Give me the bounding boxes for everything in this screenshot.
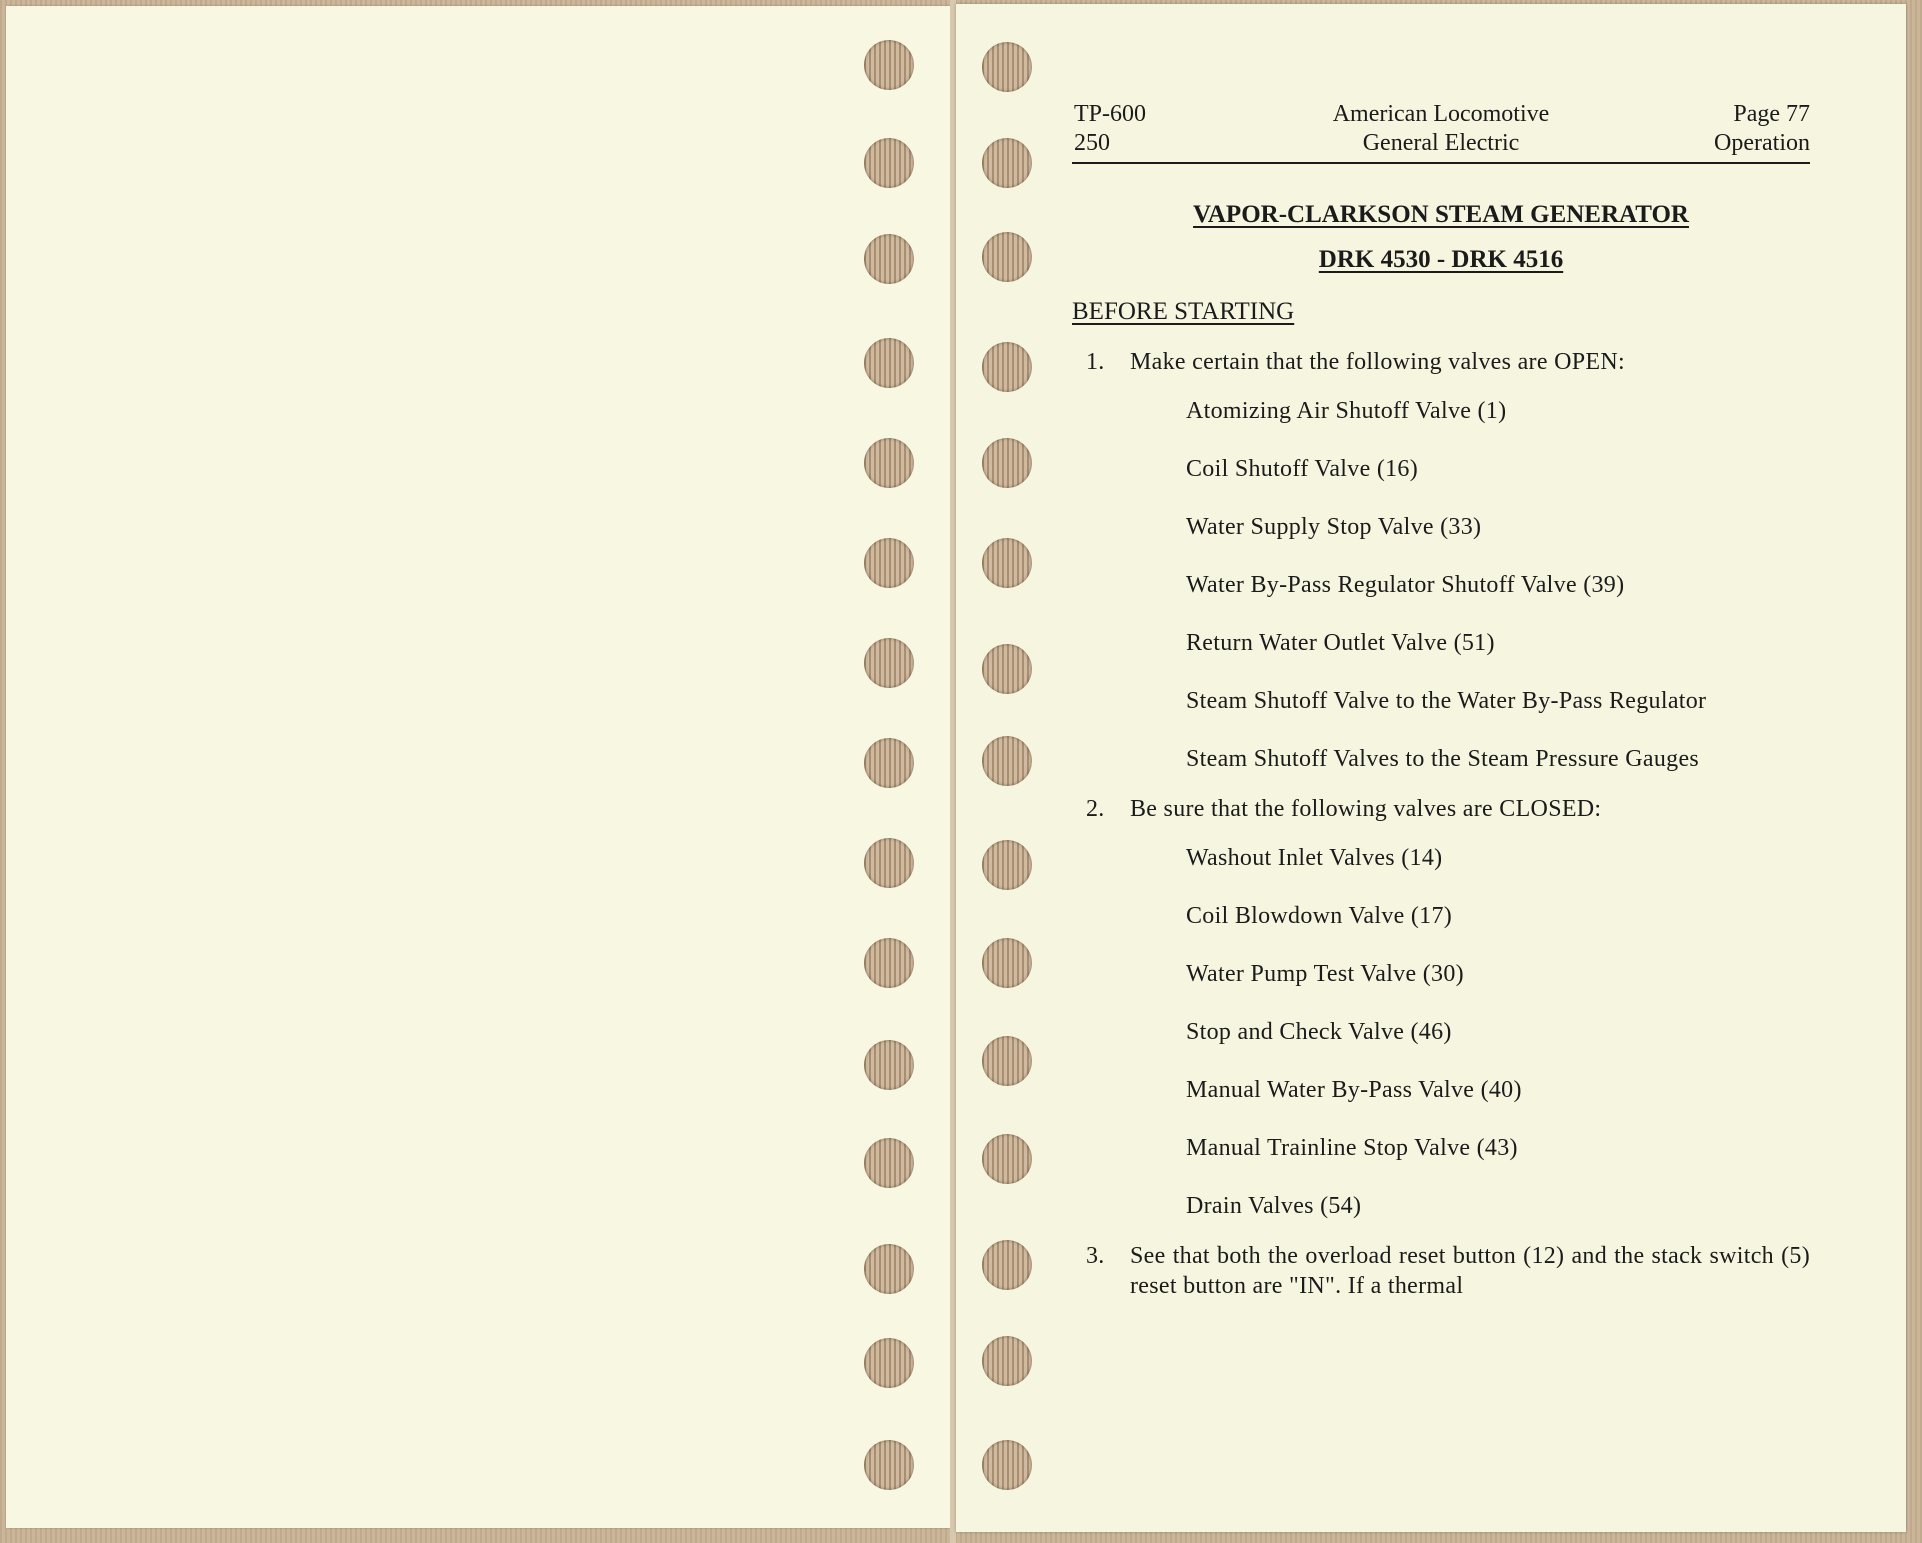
binding-hole xyxy=(864,234,914,284)
binding-hole xyxy=(864,1338,914,1388)
org-line-2: General Electric xyxy=(1362,130,1520,156)
binding-hole xyxy=(982,1336,1032,1386)
valve-item: Coil Shutoff Valve (16) xyxy=(1186,456,1419,482)
binding-hole xyxy=(864,338,914,388)
binding-hole xyxy=(864,1244,914,1294)
valve-item: Water By-Pass Regulator Shutoff Valve (39) xyxy=(1186,572,1625,598)
valve-item: Stop and Check Valve (46) xyxy=(1186,1019,1452,1045)
valve-item: Manual Water By-Pass Valve (40) xyxy=(1186,1077,1522,1103)
binding-hole xyxy=(864,40,914,90)
valve-item: Steam Shutoff Valve to the Water By-Pass Regulator xyxy=(1186,688,1707,714)
closed-valve-list xyxy=(1186,844,1808,1221)
binding-hole xyxy=(864,1138,914,1188)
section-label: Operation xyxy=(1714,130,1810,156)
binding-hole xyxy=(864,438,914,488)
valve-item: Drain Valves (54) xyxy=(1186,1193,1362,1219)
binding-hole xyxy=(864,1040,914,1090)
binding-hole xyxy=(982,1440,1032,1490)
binding-hole xyxy=(864,538,914,588)
valve-item: Water Pump Test Valve (30) xyxy=(1186,961,1464,987)
step-1 xyxy=(1086,347,1810,377)
step-2 xyxy=(1086,794,1810,824)
doc-sub-line: 250 xyxy=(1074,130,1110,156)
page-header xyxy=(1072,100,1810,164)
organization xyxy=(1072,100,1810,158)
step-3 xyxy=(1086,1241,1810,1301)
binding-hole xyxy=(864,638,914,688)
valve-item: Manual Trainline Stop Valve (43) xyxy=(1186,1135,1518,1161)
binding-hole xyxy=(982,232,1032,282)
binding-hole xyxy=(982,644,1032,694)
step-text: See that both the overload reset button (12) and the stack switch (5) reset button are "IN". If a thermal xyxy=(1130,1243,1810,1299)
step-text: Be sure that the following valves are CLOSED: xyxy=(1130,796,1602,822)
document-title: VAPOR-CLARKSON STEAM GENERATOR xyxy=(1193,201,1689,228)
binding-hole xyxy=(864,938,914,988)
binding-hole xyxy=(982,538,1032,588)
valve-item: Atomizing Air Shutoff Valve (1) xyxy=(1186,398,1507,424)
doc-id-line: TP-600 xyxy=(1074,101,1146,127)
page-label xyxy=(1714,100,1810,158)
valve-item: Water Supply Stop Valve (33) xyxy=(1186,514,1482,540)
section-heading: BEFORE STARTING xyxy=(1072,298,1295,325)
binding-hole xyxy=(982,438,1032,488)
step-number: 1. xyxy=(1086,349,1105,375)
valve-item: Return Water Outlet Valve (51) xyxy=(1186,630,1495,656)
binding-hole xyxy=(982,736,1032,786)
step-number: 2. xyxy=(1086,796,1105,822)
binding-hole xyxy=(982,840,1032,890)
binding-hole xyxy=(864,738,914,788)
page-number: Page 77 xyxy=(1733,101,1810,127)
step-number: 3. xyxy=(1086,1243,1105,1269)
binding-hole xyxy=(982,342,1032,392)
binding-hole xyxy=(982,1240,1032,1290)
valve-item: Washout Inlet Valves (14) xyxy=(1186,845,1443,871)
org-line-1: American Locomotive xyxy=(1332,101,1550,127)
binding-hole xyxy=(982,1036,1032,1086)
step-text: Make certain that the following valves are OPEN: xyxy=(1130,349,1625,375)
binding-hole xyxy=(982,138,1032,188)
valve-item: Steam Shutoff Valves to the Steam Pressure Gauges xyxy=(1186,746,1700,772)
page-text xyxy=(1072,100,1810,1301)
binding-hole xyxy=(982,938,1032,988)
binding-hole xyxy=(982,42,1032,92)
blank-facing-page xyxy=(6,6,950,1528)
open-valve-list xyxy=(1186,397,1808,774)
binding-hole xyxy=(864,838,914,888)
valve-item: Coil Blowdown Valve (17) xyxy=(1186,903,1453,929)
binding-hole xyxy=(864,138,914,188)
binding-hole xyxy=(982,1134,1032,1184)
model-numbers: DRK 4530 - DRK 4516 xyxy=(1318,246,1564,273)
binding-hole xyxy=(864,1440,914,1490)
